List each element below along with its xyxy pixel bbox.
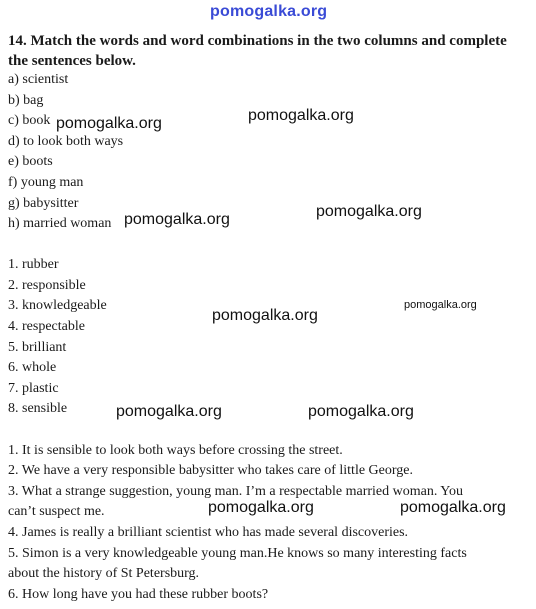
watermark: pomogalka.org	[208, 499, 314, 516]
sentence-5: 5. Simon is a very knowledgeable young man.He knows so many interesting facts	[8, 546, 467, 561]
match-item-e: e) boots	[8, 154, 53, 169]
sentence-4: 4. James is really a brilliant scientist who has made several discoveries.	[8, 525, 409, 540]
watermark: pomogalka.org	[212, 307, 318, 324]
match-item-f: f) young man	[8, 175, 84, 190]
exercise-title: 14. Match the words and word combinations in the two columns and complete the sentences below.	[8, 33, 507, 69]
watermark: pomogalka.org	[400, 499, 506, 516]
match-item-d: d) to look both ways	[8, 134, 124, 149]
match-item-a: a) scientist	[8, 72, 69, 87]
sentence-2: 2. We have a very responsible babysitter who takes care of little George.	[8, 463, 413, 478]
sentence-6: 6. How long have you had these rubber boots?	[8, 587, 269, 602]
match-item-6: 6. whole	[8, 360, 57, 375]
match-item-b: b) bag	[8, 93, 44, 108]
watermark: pomogalka.org	[248, 107, 354, 124]
match-item-1: 1. rubber	[8, 257, 59, 272]
watermark: pomogalka.org	[56, 115, 162, 132]
watermark: pomogalka.org	[116, 403, 222, 420]
match-item-c: c) book	[8, 113, 51, 128]
sentence-1: 1. It is sensible to look both ways before crossing the street.	[8, 443, 343, 458]
watermark: pomogalka.org	[404, 299, 477, 311]
match-item-h: h) married woman	[8, 216, 112, 231]
match-item-5: 5. brilliant	[8, 340, 67, 355]
sentence-3-continued: can’t suspect me.	[8, 504, 105, 519]
match-item-3: 3. knowledgeable	[8, 298, 107, 313]
watermark: pomogalka.org	[316, 203, 422, 220]
match-item-4: 4. respectable	[8, 319, 85, 334]
header-watermark: pomogalka.org	[210, 3, 328, 20]
watermark: pomogalka.org	[308, 403, 414, 420]
match-item-8: 8. sensible	[8, 401, 68, 416]
match-item-g: g) babysitter	[8, 196, 79, 211]
match-item-2: 2. responsible	[8, 278, 86, 293]
watermark: pomogalka.org	[124, 211, 230, 228]
sentence-3: 3. What a strange suggestion, young man. I’m a respectable married woman. You	[8, 484, 464, 499]
sentence-5-continued: about the history of St Petersburg.	[8, 566, 200, 581]
match-item-7: 7. plastic	[8, 381, 59, 396]
